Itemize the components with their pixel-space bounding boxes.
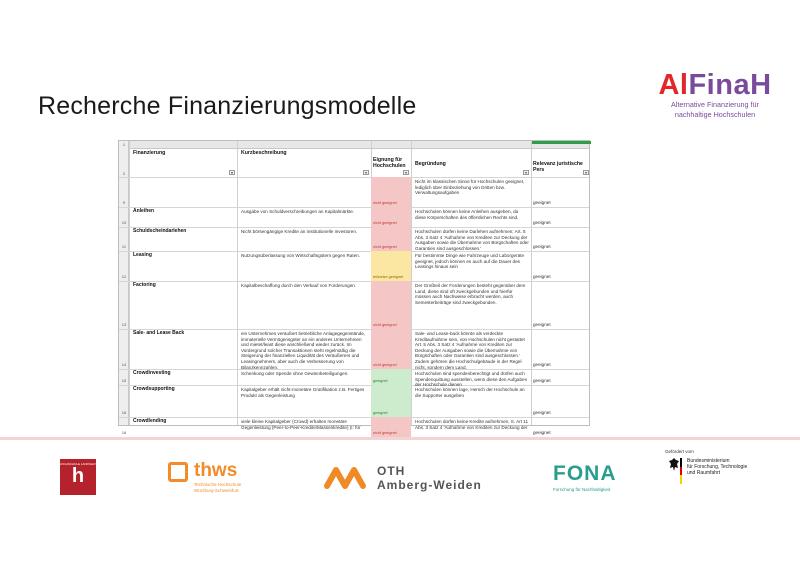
bmbf-gefoerdert: Gefördert vom bbox=[665, 449, 694, 454]
gridline bbox=[119, 417, 589, 418]
relevanz-cell: geeignet bbox=[533, 220, 551, 225]
fill-green-header bbox=[531, 141, 591, 144]
kurzbeschreibung-cell: Schenkung oder Spende ohne Gewinnbeteiligungen. bbox=[241, 371, 349, 376]
landshut-letter: h bbox=[71, 465, 85, 487]
kurzbeschreibung-cell: Kapitalgeber erhält nicht-monetäre Gratifikation z.B. Fertiges Produkt als Gegenleistung bbox=[241, 387, 365, 398]
relevanz-cell: geeignet bbox=[533, 430, 551, 435]
bmbf-line-1: Bundesministerium bbox=[687, 458, 730, 464]
bmbf-line-3: und Raumfahrt bbox=[687, 470, 721, 477]
begruendung-cell: Für bestimmte Dinge wie Fahrzeuge und Laborgeräte geeignet, jedoch können es auch auf die Dauer des Leasings hinaus sein bbox=[415, 253, 525, 270]
begruendung-cell: Nicht im klassischen Sinne für Hochschulen geeignet, lediglich über Einbeziehung von Dritten bzw. Verwaltungsaufgaben bbox=[415, 179, 525, 196]
fona-sub: Forschung für Nachhaltigkeit bbox=[553, 487, 611, 492]
logo-al: Al bbox=[658, 69, 689, 101]
eignung-status: geeignet bbox=[373, 379, 388, 383]
filter-dropdown-icon[interactable]: ▾ bbox=[364, 170, 367, 175]
oth-line-2: Amberg-Weiden bbox=[377, 478, 482, 492]
slide-title: Recherche Finanzierungsmodelle bbox=[38, 92, 417, 120]
spreadsheet-screenshot bbox=[118, 140, 590, 435]
row-number: 16 bbox=[121, 410, 127, 415]
oth-mark-icon bbox=[325, 464, 369, 490]
oth-line-1: OTH bbox=[377, 464, 406, 478]
gridline bbox=[129, 141, 130, 425]
gridline bbox=[119, 251, 589, 252]
logo-tagline-2: nachhaltige Hochschulen bbox=[674, 109, 756, 119]
filter-dropdown-icon[interactable]: ▾ bbox=[584, 170, 587, 175]
begruendung-cell: Der Großteil der Forderungen besteht gegenüber dem Land, diese sind oft zweckgebunden und hierfür müssen auch Nachweise erbracht werden, auch Semesterbeiträge sind zweckgebunden. bbox=[415, 283, 526, 305]
gridline bbox=[119, 385, 589, 386]
status-cell-fill bbox=[371, 281, 411, 329]
header-kurzbeschreibung: Kurzbeschreibung bbox=[241, 150, 287, 156]
relevanz-cell: geeignet bbox=[533, 274, 551, 279]
eignung-status: nicht geeignet bbox=[373, 363, 397, 367]
finanzierung-cell: Factoring bbox=[133, 282, 156, 288]
row-number: 16 bbox=[121, 430, 127, 435]
row-number: 2 bbox=[122, 171, 126, 176]
begruendung-cell: Sale- and Lease-back könnte als verdeckte Kreditaufnahme sein, von Hochschulen nicht gestattet Art. 5 Abs. 3 Satz 4 'Aufnahme von Krediten zur Deckung der Ausgaben sowie die Übernahme von Bürgschaften oder Garantien sind ausgeschlossen.' Zudem gehören die Hochschulgebäude in der Regel nicht, sondern dem Land. bbox=[415, 331, 525, 370]
relevanz-cell: geeignet bbox=[533, 378, 551, 383]
begruendung-cell: Hochschulen dürfen keine Darlehen aufnehmen; Art. 5 Abs. 3 Satz 4 'Aufnahme von Krediten zur Deckung der Ausgaben sowie die Übernahme von Bürgschaften oder Garantien sind ausgeschlossen.' bbox=[415, 229, 529, 251]
eignung-status: geeignet bbox=[373, 411, 388, 415]
finanzierung-cell: Crowdsupporting bbox=[133, 386, 175, 392]
relevanz-cell: geeignet bbox=[533, 200, 551, 205]
row-number: 11 bbox=[121, 244, 127, 249]
relevanz-cell: geeignet bbox=[533, 410, 551, 415]
eignung-status: nicht geeignet bbox=[373, 201, 397, 205]
header-eignung: Eignung für Hochschulen bbox=[373, 157, 406, 169]
bmbf-line-2: für Forschung, Technologie bbox=[687, 464, 748, 471]
gridline bbox=[119, 281, 589, 282]
german-flag-icon bbox=[680, 458, 682, 484]
gridline bbox=[119, 369, 589, 370]
bmbf-logo bbox=[665, 449, 775, 499]
gridline bbox=[237, 141, 238, 425]
kurzbeschreibung-cell: viele kleine Kapitalgeber (Crowd) erhalten monetäre Gegenleistung (Peer-to-Peer-Kredite/Massenkredite) (I: für bbox=[241, 419, 361, 430]
kurzbeschreibung-cell bbox=[241, 179, 369, 206]
row-number: 13 bbox=[121, 322, 127, 327]
fona-name: FONA bbox=[553, 462, 617, 485]
gridline bbox=[119, 207, 589, 208]
gridline bbox=[119, 227, 589, 228]
finanzierung-cell: Anleihen bbox=[133, 208, 155, 214]
eignung-status: nicht geeignet bbox=[373, 431, 397, 435]
finanzierung-cell: Crowdinvesting bbox=[133, 370, 171, 376]
header-finanzierung: Finanzierung bbox=[133, 150, 166, 156]
kurzbeschreibung-cell: Nicht börsengängige Kredite an institutionelle Investoren. bbox=[241, 229, 358, 234]
finanzierung-cell: Sale- and Lease Back bbox=[133, 330, 185, 336]
kurzbeschreibung-cell: Nutzungsüberlassung von Wirtschaftsgütern gegen Raten. bbox=[241, 253, 360, 258]
finanzierung-cell bbox=[133, 179, 233, 206]
header-relevanz: Relevanz juristische Pers bbox=[533, 161, 583, 173]
eignung-status: teilweise geeignet bbox=[373, 275, 404, 279]
kurzbeschreibung-cell: Kapitalbeschaffung durch den Verkauf von Forderungen. bbox=[241, 283, 357, 288]
relevanz-cell: geeignet bbox=[533, 362, 551, 367]
fona-logo bbox=[553, 462, 633, 494]
finanzierung-cell: Schuldscheindarlehen bbox=[133, 228, 187, 234]
relevanz-cell: geeignet bbox=[533, 322, 551, 327]
oth-logo bbox=[325, 462, 495, 494]
header-begruendung: Begründung bbox=[415, 161, 446, 167]
relevanz-cell: geeignet bbox=[533, 244, 551, 249]
gridline bbox=[411, 141, 412, 425]
begruendung-cell: Hochschulen sind spendenberechtigt und dürfen auch Spendenquittung ausstellen, wenn diese den Aufgaben der Hochschule dienen bbox=[415, 371, 528, 388]
row-number: 9 bbox=[122, 200, 126, 205]
filter-dropdown-icon[interactable]: ▾ bbox=[524, 170, 527, 175]
gridline bbox=[119, 329, 589, 330]
thws-sub-2: Würzburg-Schweinfurt bbox=[194, 487, 239, 493]
row-number: 1 bbox=[122, 142, 126, 147]
column-header-bar bbox=[119, 141, 589, 149]
begruendung-cell: Hochschulen dürfen keine Kredite aufnehmen, S. Art 11 Abs. 3 Satz 4 'Aufnahme von Krediten zur Deckung der bbox=[415, 419, 529, 430]
kurzbeschreibung-cell: ein Unternehmen veräußert betriebliche Anlagegegenstände, immaterielle Vermögensgüter an ein anderes Unternehmen und mietet/least diese anschließend wieder zurück. Im Vordergrund solcher Transaktionen steht regelmäßig die Steigerung der finanziellen Liquidität des Veräußerers und Leasingnehmers, aber auch die Verbesserung von Bilanzkennzahlen. bbox=[241, 331, 366, 370]
row-number: 12 bbox=[121, 274, 127, 279]
kurzbeschreibung-cell: Ausgabe von Schuldverschreibungen an Kapitalmärkte. bbox=[241, 209, 355, 214]
logo-finah: FinaH bbox=[688, 69, 772, 101]
filter-dropdown-icon[interactable]: ▾ bbox=[230, 170, 233, 175]
eagle-icon bbox=[669, 458, 679, 471]
eignung-status: nicht geeignet bbox=[373, 323, 397, 327]
finanzierung-cell: Leasing bbox=[133, 252, 152, 258]
finanzierung-cell: Crowdlending bbox=[133, 418, 167, 424]
row-number: 10 bbox=[121, 220, 127, 225]
gridline bbox=[119, 177, 589, 178]
row-number: 15 bbox=[121, 378, 127, 383]
filter-dropdown-icon[interactable]: ▾ bbox=[404, 170, 407, 175]
thws-logo bbox=[168, 462, 278, 494]
thws-name: thws bbox=[194, 460, 238, 481]
alfinah-logo bbox=[655, 70, 775, 119]
begruendung-cell: Hochschulen können lage, Hersch der Hochschule an die Supporter ausgeben bbox=[415, 387, 525, 398]
gridline bbox=[531, 141, 532, 425]
row-number: 14 bbox=[121, 362, 127, 367]
logo-tagline-1: Alternative Finanzierung für bbox=[671, 100, 759, 109]
thws-mark-icon bbox=[168, 462, 188, 482]
begruendung-cell: Hochschulen können keine Anleihen ausgeben, da diese Körperschaften des öffentlichen Rechts sind. bbox=[415, 209, 519, 220]
thws-sub-1: Technische Hochschule bbox=[194, 482, 242, 487]
landshut-subtext: HOCHSCHULE LANDSHUT bbox=[58, 462, 97, 466]
footer-divider bbox=[0, 437, 800, 440]
eignung-status: nicht geeignet bbox=[373, 221, 397, 225]
eignung-status: nicht geeignet bbox=[373, 245, 397, 249]
